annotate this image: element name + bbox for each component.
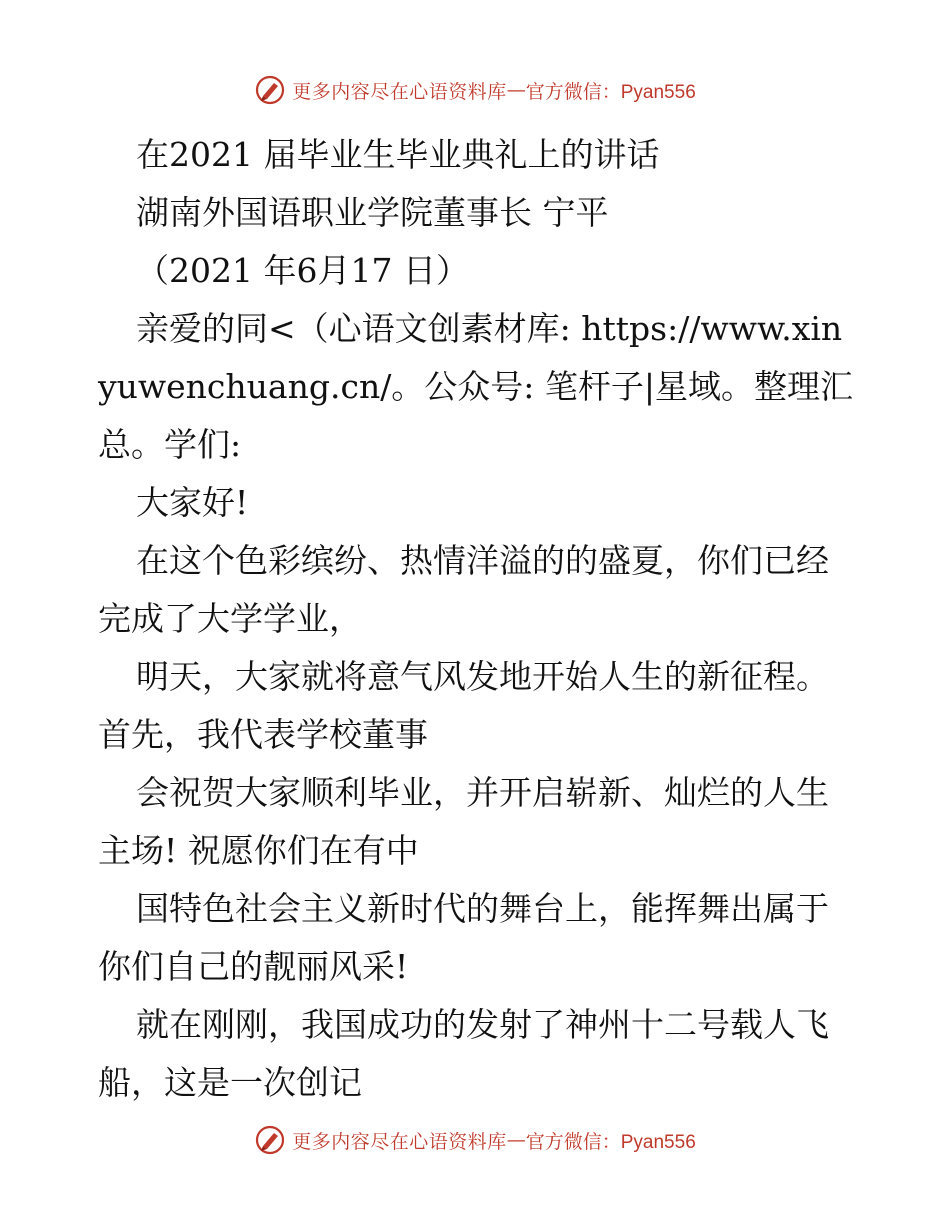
paragraph: 国特色社会主义新时代的舞台上，能挥舞出属于你们自己的靓丽风采! bbox=[98, 889, 829, 986]
banner-separator: — bbox=[506, 79, 526, 101]
banner-text: 更多内容尽在心语资料库 bbox=[292, 1130, 507, 1153]
paragraph: 亲爱的同<（心语文创素材库: https://www.xinyuwenchuang.cn/。公众号: 笔杆子|星域。整理汇总。学们: bbox=[98, 309, 854, 464]
banner-separator: — bbox=[506, 1129, 526, 1151]
pen-logo-icon bbox=[254, 74, 286, 106]
banner-wechat: 官方微信：Pyan556 bbox=[525, 81, 696, 103]
banner-wechat: 官方微信：Pyan556 bbox=[525, 1131, 696, 1153]
document-body bbox=[98, 126, 858, 1112]
date-line: （2021 年6月17 日） bbox=[136, 251, 469, 290]
footer-banner bbox=[0, 1120, 950, 1160]
paragraph: 就在刚刚，我国成功的发射了神州十二号载人飞船，这是一次创记 bbox=[98, 1005, 829, 1102]
paragraph: 在这个色彩缤纷、热情洋溢的的盛夏，你们已经完成了大学学业， bbox=[98, 541, 829, 638]
speaker-line: 湖南外国语职业学院董事长 宁平 bbox=[136, 193, 609, 232]
header-banner bbox=[0, 70, 950, 110]
banner-text: 更多内容尽在心语资料库 bbox=[292, 80, 507, 103]
paragraph: 明天，大家就将意气风发地开始人生的新征程。首先，我代表学校董事 bbox=[98, 657, 829, 754]
pen-logo-icon bbox=[254, 1124, 286, 1156]
paragraph: 会祝贺大家顺利毕业，并开启崭新、灿烂的人生主场! 祝愿你们在有中 bbox=[98, 773, 829, 870]
document-title: 在2021 届毕业生毕业典礼上的讲话 bbox=[136, 135, 660, 174]
paragraph: 大家好! bbox=[136, 483, 249, 522]
